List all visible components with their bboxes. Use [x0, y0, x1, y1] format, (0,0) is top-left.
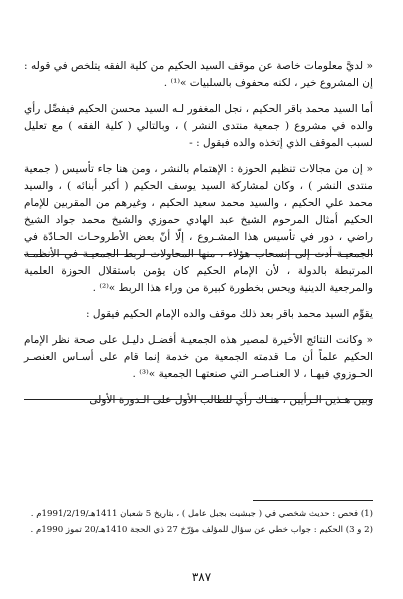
paragraph-quote-results: « وكانت النتائج الأخيرة لمصير هذه الجمعيـة أفضـل دليـل على صحة نظر الإمام الحكيم علماً أن مـا قدمته الجمعية من خدمة إنما قام على أسـاس العنصـر الحـوزوي فيهـا ، لا العنـاصـر التي صنعتهـا الجمعية »⁽³⁾ .	[24, 334, 373, 380]
paragraph-evaluation-intro: يقوِّم السيد محمد باقر بعد ذلك موقف والده الإمام الحكيم فيقول :	[85, 308, 373, 320]
paragraph-quote-intro: « لديَّ معلومات خاصة عن موقف السيد الحكيم من كلية الفقه يتلخص في قوله : إن المشروع خير ، لكنه محفوف بالسلبيات »⁽¹⁾ .	[24, 60, 373, 89]
footnote-1: (1) فحص : حديث شخصي في ( جبشيت بجبل عامل ) ، بتاريخ 5 شعبان 1411هـ/1991/2/19م .	[30, 509, 373, 519]
footnote-2-3: (2 و 3) الحكيم : جواب خطي عن سؤال للمؤلف مؤرّخ 27 ذي الحجة 1410هـ/20 تموز 1990م .	[30, 525, 373, 535]
paragraph-hakim-view: أما السيد محمد باقر الحكيم ، نجل المغفور لـه السيد محسن الحكيم فيفصِّل رأي والده في مشروع ( جمعية منتدى النشر ) ، وبالتالي ( كلية الفقه ) مع تعليل لسبب الموقف الذي إتخذه والده فيقول : -	[24, 103, 373, 149]
separator-rule	[24, 254, 373, 255]
footnote-rule	[253, 500, 373, 501]
separator-rule	[24, 399, 373, 400]
paragraph-two-opinions: وبين هـذين الـرأيين ، هنـاك رأي للطالب الأول على الـدورة الأولى	[89, 394, 373, 406]
page-number: ٣٨٧	[191, 570, 212, 584]
footnotes	[24, 508, 373, 540]
paragraph-quote-hawza: « إن من مجالات تنظيم الحوزة : الإهتمام بالنشر ، ومن هنا جاء تأسيس ( جمعية منتدى النشر ) ، وكان لمشاركة السيد يوسف الحكيم ( أكبر أبنائه ) ، والسيد محمد علي الحكيم ، والسيد محمد سعيد الحكيم ، وغيرهم من المقربين للإمام الحكيم أمثال المرحوم الشيخ عبد الهادي حموزي والشيخ محمد جواد الشيخ راضي ، دور في تأسيس هذا المشـروع ، إلّا أنّ بعض الأطروحـات الحـادّة في الجمعيـة أدت إلى إنسحاب هؤلاء ، منها المحاولات لربط الجمعيـة في الأنظمـة المرتبطة بالدولة ، لأن الإمام الحكيم كان يؤمن باستقلال الحوزة العلمية والمرجعية الدينية ويحس بخطورة كبيرة من وراء هذا الربط »⁽²⁾ .	[24, 163, 373, 294]
